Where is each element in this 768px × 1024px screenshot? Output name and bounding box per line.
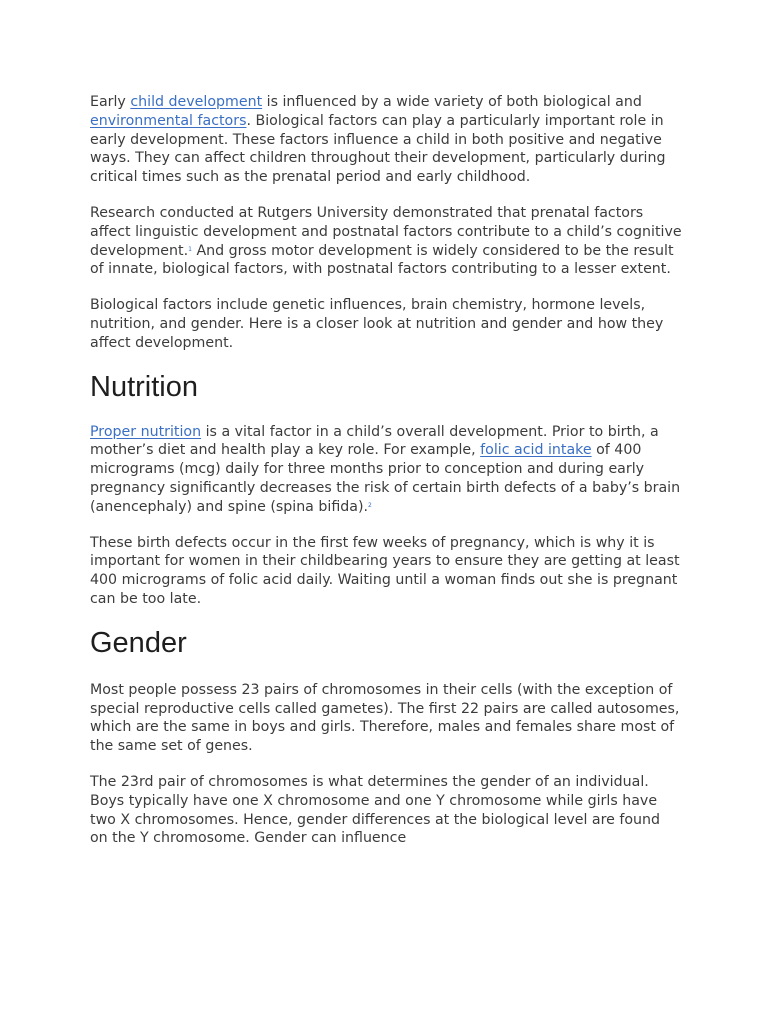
child-development-link[interactable]: child development [130, 94, 263, 110]
nutrition-paragraph [90, 423, 682, 517]
proper-nutrition-link[interactable]: Proper nutrition [90, 423, 202, 440]
research-paragraph [90, 204, 682, 279]
folic-acid-intake-link[interactable]: folic acid intake [480, 442, 592, 459]
chromosomes-paragraph: Most people possess 23 pairs of chromosomes in their cells (with the exception of special reproductive cells called gametes). The first 22 pairs are called autosomes, which are the same in boys and girls. Therefore, males and females share most of the same set of genes. [90, 681, 680, 755]
intro-paragraph [90, 93, 682, 187]
text-run: of 400 micrograms (mcg) daily for three months prior to conception and during early pregnancy significantly decreases the risk of certain birth defects of a baby’s brain (anencephaly) and spine (spina bifida). [90, 442, 681, 515]
biological-factors-paragraph: Biological factors include genetic influences, brain chemistry, hormone levels, nutrition, and gender. Here is a closer look at nutrition and gender and how they affect development. [90, 297, 664, 351]
text-run: is influenced by a wide variety of both biological and [262, 94, 642, 110]
reference-1[interactable]: 1 [188, 245, 192, 253]
birth-defects-paragraph: These birth defects occur in the first few weeks of pregnancy, which is why it is important for women in their childbearing years to ensure they are getting at least 400 micrograms of folic acid daily. Waiting until a woman finds out she is pregnant can be too late. [90, 534, 680, 607]
text-run: Early [90, 94, 131, 110]
article-body [90, 93, 682, 865]
text-run: Research conducted at Rutgers University demonstrated that prenatal factors affect linguistic development and postnatal factors contribute to a child’s cognitive development. [90, 204, 682, 259]
text-run: is a vital factor in a child’s overall development. Prior to birth, a mother’s diet and health play a key role. For example, [90, 423, 659, 459]
nutrition-heading: Nutrition [90, 370, 198, 403]
text-run: . Biological factors can play a particularly important role in early development. These factors influence a child in both positive and negative ways. They can affect children throughout their development, particularly during critical times such as the prenatal period and early childhood. [90, 112, 666, 186]
gender-heading: Gender [90, 626, 187, 659]
environmental-factors-link[interactable]: environmental factors [90, 112, 247, 129]
text-run: And gross motor development is widely considered to be the result of innate, biological factors, with postnatal factors contributing to a lesser extent. [90, 242, 674, 278]
reference-2[interactable]: 2 [368, 501, 372, 509]
twenty-third-pair-paragraph: The 23rd pair of chromosomes is what determines the gender of an individual. Boys typically have one X chromosome and one Y chromosome while girls have two X chromosomes. Hence, gender differences at the biological level are found on the Y chromosome. Gender can influence [90, 773, 661, 847]
